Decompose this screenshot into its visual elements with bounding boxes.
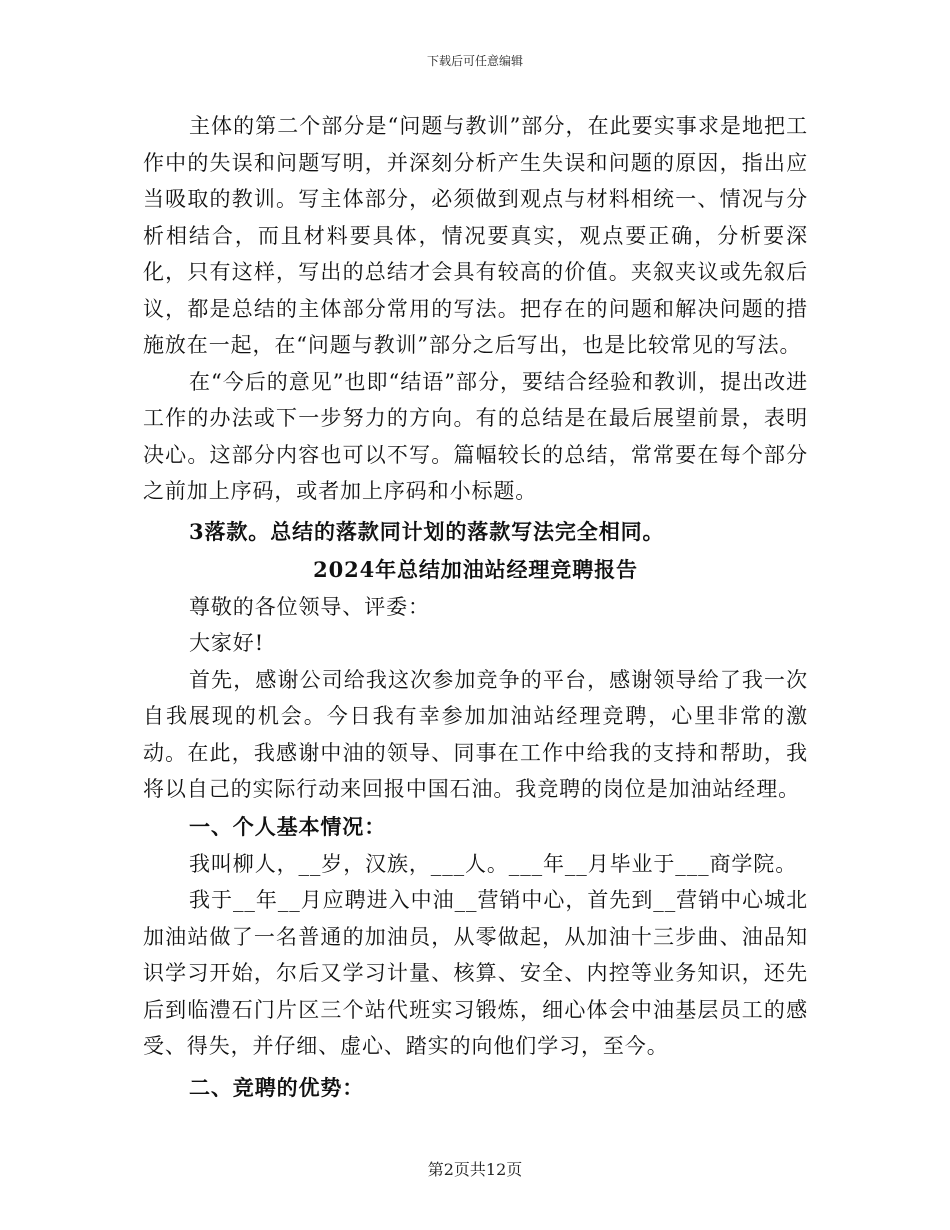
paragraph-introduction: 首先，感谢公司给我这次参加竞争的平台，感谢领导给了我一次自我展现的机会。今日我有幸参加加油站经理竞聘，心里非常的激动。在此，我感谢中油的领导、同事在工作中给我的支持和帮助，我将以自己的实际行动来回报中国石油。我竞聘的岗位是加油站经理。 <box>143 667 808 801</box>
page-header: 下载后可任意编辑 <box>426 54 523 68</box>
salutation: 尊敬的各位领导、评委： <box>189 594 430 619</box>
paragraph-problems-lessons: 主体的第二个部分是“问题与教训”部分，在此要实事求是地把工作中的失误和问题写明，并深刻分析产生失误和问题的原因，指出应当吸取的教训。写主体部分，必须做到观点与材料相统一、情况与分析相结合，而且材料要具体，情况要真实，观点要正确，分析要深化，只有这样，写出的总结才会具有较高的价值。夹叙夹议或先叙后议，都是总结的主体部分常用的写法。把存在的问题和解决问题的措施放在一起，在“问题与教训”部分之后写出，也是比较常见的写法。 <box>143 114 808 357</box>
paragraph-work-experience: 我于__年__月应聘进入中油__营销中心，首先到__营销中心城北加油站做了一名普通的加油员，从零做起，从加油十三步曲、油品知识学习开始，尔后又学习计量、核算、安全、内控等业务知识，还先后到临澧石门片区三个站代班实习锻炼，细心体会中油基层员工的感受、得失，并仔细、虚心、踏实的向他们学习，至今。 <box>143 888 808 1058</box>
paragraph-future-opinions: 在“今后的意见”也即“结语”部分，要结合经验和教训，提出改进工作的办法或下一步努力的方向。有的总结是在最后展望前景，表明决心。这部分内容也可以不写。篇幅较长的总结，常常要在每个部分之前加上序码，或者加上序码和小标题。 <box>143 369 808 503</box>
document-body <box>143 108 808 1107</box>
document-title: 2024年总结加油站经理竞聘报告 <box>313 557 638 582</box>
greeting: 大家好! <box>189 631 265 655</box>
page-footer: 第2页共12页 <box>427 1160 523 1179</box>
section-heading-personal-info: 一、个人基本情况： <box>189 813 387 839</box>
paragraph-personal-info: 我叫柳人，__岁，汉族，___人。___年__月毕业于___商学院。 <box>189 851 798 876</box>
section-heading-advantages: 二、竞聘的优势： <box>189 1074 365 1100</box>
paragraph-signature-section: 3落款。总结的落款同计划的落款写法完全相同。 <box>189 518 665 544</box>
